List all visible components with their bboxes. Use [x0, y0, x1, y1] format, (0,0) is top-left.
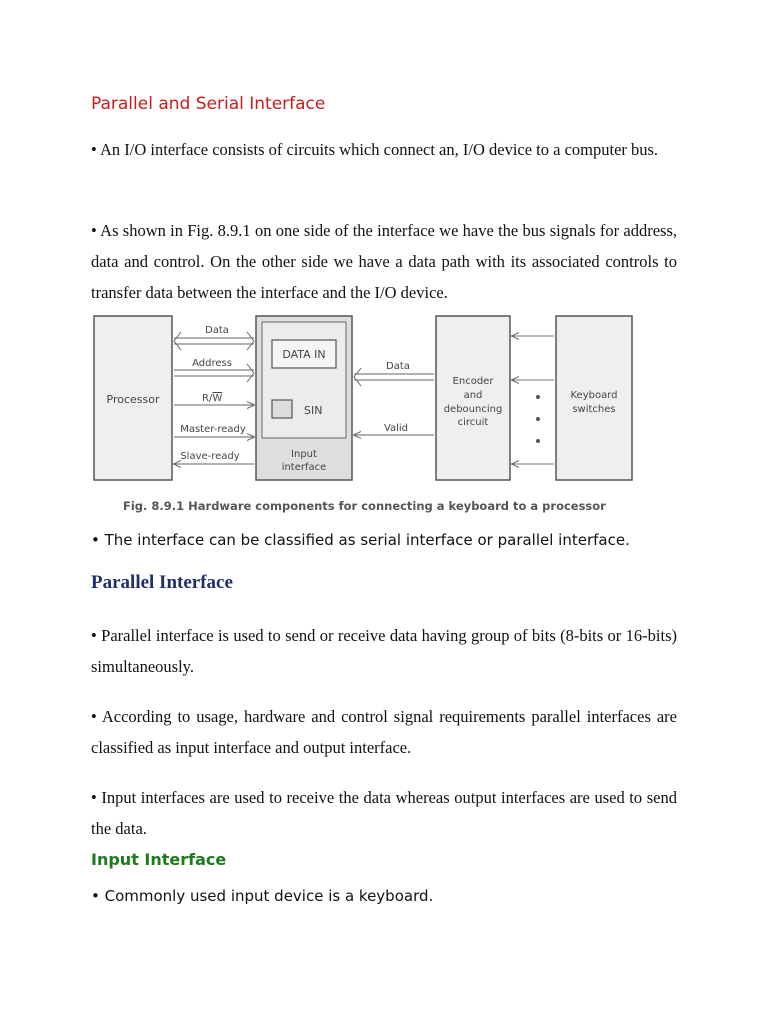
sin-label: SIN — [304, 404, 323, 417]
address-bus-signal — [174, 358, 254, 382]
heading-parallel-and-serial-interface: Parallel and Serial Interface — [91, 94, 326, 114]
keyboard-label-line1: Keyboard — [570, 390, 618, 401]
rw-signal-label-bar: W — [212, 393, 223, 404]
encoder-label-line4: circuit — [457, 417, 489, 428]
paragraph-input-output-interfaces: • Input interfaces are used to receive the data whereas output interfaces are used to send the data. — [91, 788, 677, 838]
slave-ready-signal — [174, 451, 254, 464]
data-bus-signal — [174, 325, 254, 350]
heading-parallel-interface: Parallel Interface — [91, 572, 233, 593]
master-ready-signal — [174, 424, 254, 437]
encoder-label-line2: and — [463, 390, 483, 401]
read-write-signal — [174, 393, 254, 405]
input-interface-label-line1: Input — [291, 449, 317, 460]
input-interface-label-line2: interface — [281, 462, 327, 473]
address-signal-label: Address — [192, 358, 232, 369]
slave-ready-label: Slave-ready — [180, 451, 240, 462]
valid-signal — [354, 423, 434, 435]
encoder-data-signal — [354, 361, 434, 386]
paragraph-io-interface-definition: • An I/O interface consists of circuits which connect an, I/O device to a computer bus. — [91, 140, 659, 159]
svg-text:R/W — [202, 393, 222, 404]
processor-label: Processor — [106, 393, 160, 406]
keyboard-label-line2: switches — [572, 404, 616, 415]
hardware-components-figure — [90, 312, 642, 516]
valid-signal-label: Valid — [383, 423, 409, 434]
master-ready-label: Master-ready — [180, 424, 246, 435]
sin-flag — [272, 400, 292, 418]
figure-caption: Fig. 8.9.1 Hardware components for connecting a keyboard to a processor — [123, 499, 606, 513]
encoder-data-label: Data — [386, 361, 410, 372]
paragraph-parallel-definition: • Parallel interface is used to send or receive data having group of bits (8-bits or 16-bits) simultaneously. — [91, 626, 677, 676]
encoder-label-line3: debouncing — [443, 404, 503, 415]
rw-signal-label: R/ — [202, 393, 213, 404]
data-signal-label: Data — [205, 325, 229, 336]
heading-input-interface: Input Interface — [91, 850, 227, 869]
paragraph-figure-description: • As shown in Fig. 8.9.1 on one side of the interface we have the bus signals for address, data and control. On the other side we have a data path with its associated controls to transfer data between the interface and the I/O device. — [91, 221, 677, 302]
paragraph-keyboard-input: • Commonly used input device is a keyboard. — [91, 887, 434, 905]
keyboard-switch-lines — [512, 336, 554, 464]
paragraph-parallel-classification: • According to usage, hardware and control signal requirements parallel interfaces are classified as input interface and output interface. — [91, 707, 677, 757]
data-in-label: DATA IN — [282, 348, 326, 361]
encoder-label-line1: Encoder — [452, 376, 494, 387]
paragraph-classification: • The interface can be classified as serial interface or parallel interface. — [91, 531, 630, 549]
